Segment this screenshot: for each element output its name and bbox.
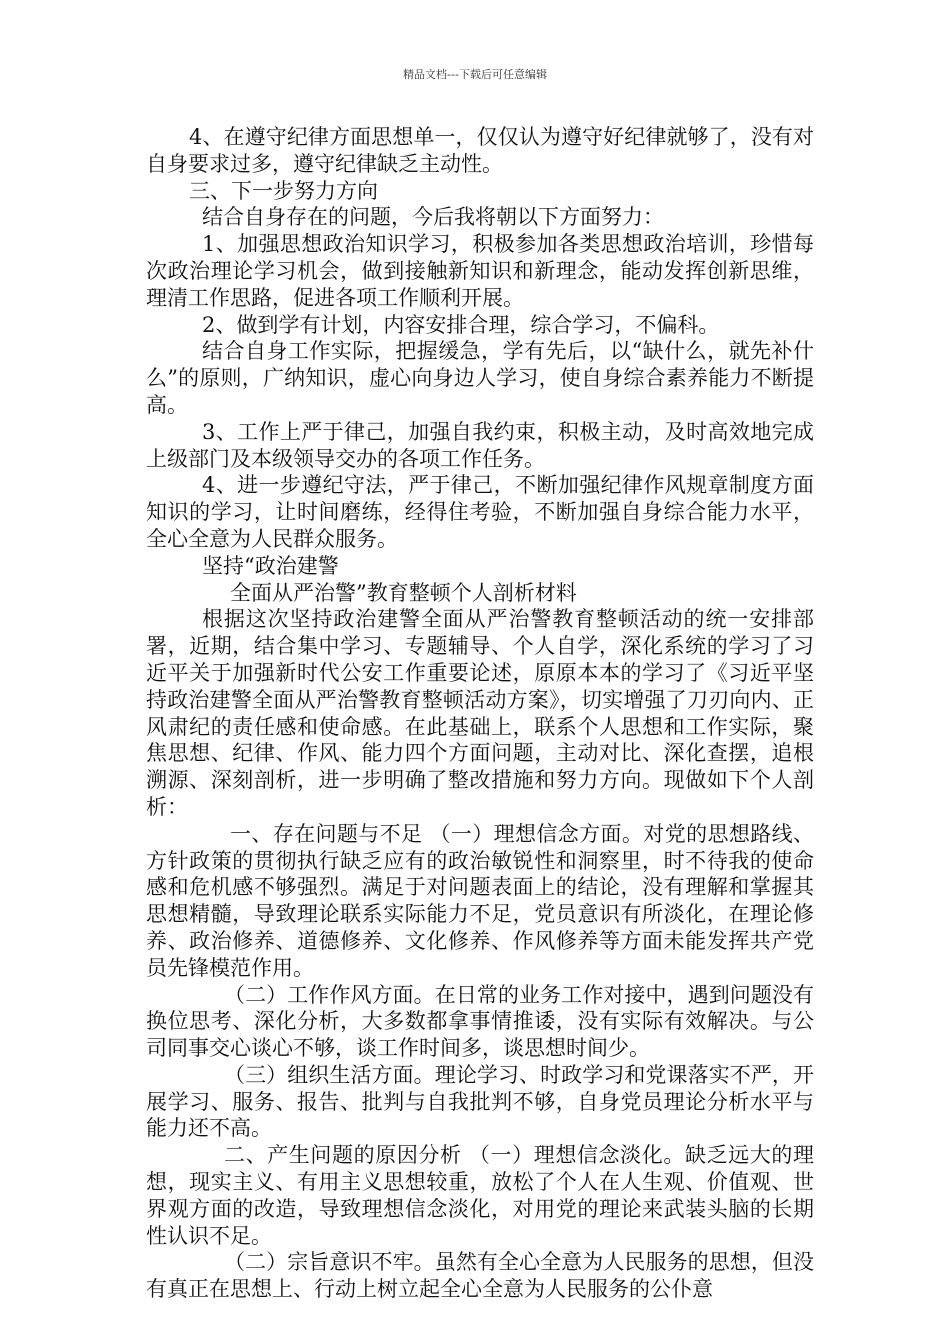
paragraph-discipline-issue: 4、在遵守纪律方面思想单一，仅仅认为遵守好纪律就够了，没有对自身要求过多，遵守纪律缺乏主动性。 bbox=[146, 125, 814, 176]
paragraph-item-1: 1、加强思想政治知识学习，积极参加各类思想政治培训，珍惜每次政治理论学习机会，做到接触新知识和新理念，能动发挥创新思维，理清工作思路，促进各项工作顺利开展。 bbox=[146, 232, 814, 310]
paragraph-organization-life: （三）组织生活方面。理论学习、时政学习和党课落实不严，开展学习、服务、报告、批判与自我批判不够，自身党员理论分析水平与能力还不高。 bbox=[146, 1062, 814, 1141]
page-header: 精品文档---下载后可任意编辑 bbox=[403, 68, 547, 81]
section-heading-next-steps: 三、下一步努力方向 bbox=[189, 178, 378, 203]
paragraph-work-style: （二）工作作风方面。在日常的业务工作对接中，遇到问题没有换位思考、深化分析，大多数都拿事情推诿，没有实际有效解决。与公司同事交心谈心不够，谈工作时间多，谈思想时间少。 bbox=[146, 982, 814, 1061]
document-body bbox=[146, 124, 814, 1303]
title-line-2: 全面从严治警”教育整顿个人剖析材料 bbox=[230, 580, 577, 605]
paragraph-work-practice: 结合自身工作实际，把握缓急，学有先后，以“缺什么，就先补什么”的原则，广纳知识，虚心向身边人学习，使自身综合素养能力不断提高。 bbox=[146, 339, 814, 417]
paragraph-item-4: 4、进一步遵纪守法，严于律己，不断加强纪律作风规章制度方面知识的学习，让时间磨练，经得住考验，不断加强自身综合能力水平，全心全意为人民群众服务。 bbox=[146, 473, 814, 551]
paragraph-item-2: 2、做到学有计划，内容安排合理，综合学习，不偏科。 bbox=[202, 312, 720, 337]
paragraph-background: 根据这次坚持政治建警全面从严治警教育整顿活动的统一安排部署，近期，结合集中学习、专题辅导、个人自学，深化系统的学习了习近平关于加强新时代公安工作重要论述，原原本本的学习了《习近平坚持政治建警全面从严治警教育整顿活动方案》，切实增强了刀刃向内、正风肃纪的责任感和使命感。在此基础上，联系个人思想和工作实际，聚焦思想、纪律、作风、能力四个方面问题，主动对比、深化查摆，追根溯源、深刻剖析，进一步明确了整改措施和努力方向。现做如下个人剖析： bbox=[146, 607, 814, 819]
paragraph-cause-analysis: 二、产生问题的原因分析 （一）理想信念淡化。缺乏远大的理想，现实主义、有用主义思想较重，放松了个人在人生观、价值观、世界观方面的改造，导致理想信念淡化，对用党的理论来武装头脑的长期性认识不足。 bbox=[146, 1143, 814, 1248]
paragraph-problems-ideals: 一、存在问题与不足 （一）理想信念方面。对党的思想路线、方针政策的贯彻执行缺乏应有的政治敏锐性和洞察里，时不待我的使命感和危机感不够强烈。满足于对问题表面上的结论，没有理解和掌握其思想精髓，导致理论联系实际能力不足，党员意识有所淡化，在理论修养、政治修养、道德修养、文化修养、作风修养等方面未能发挥共产党员先锋模范作用。 bbox=[146, 821, 814, 980]
paragraph-item-3: 3、工作上严于律己，加强自我约束，积极主动，及时高效地完成上级部门及本级领导交办的各项工作任务。 bbox=[146, 419, 814, 471]
title-line-1: 坚持“政治建警 bbox=[202, 553, 339, 578]
paragraph-purpose-awareness: （二）宗旨意识不牢。虽然有全心全意为人民服务的思想，但没有真正在思想上、行动上树立起全心全意为人民服务的公仆意 bbox=[146, 1250, 814, 1302]
paragraph-intro-efforts: 结合自身存在的问题，今后我将朝以下方面努力： bbox=[202, 205, 664, 230]
